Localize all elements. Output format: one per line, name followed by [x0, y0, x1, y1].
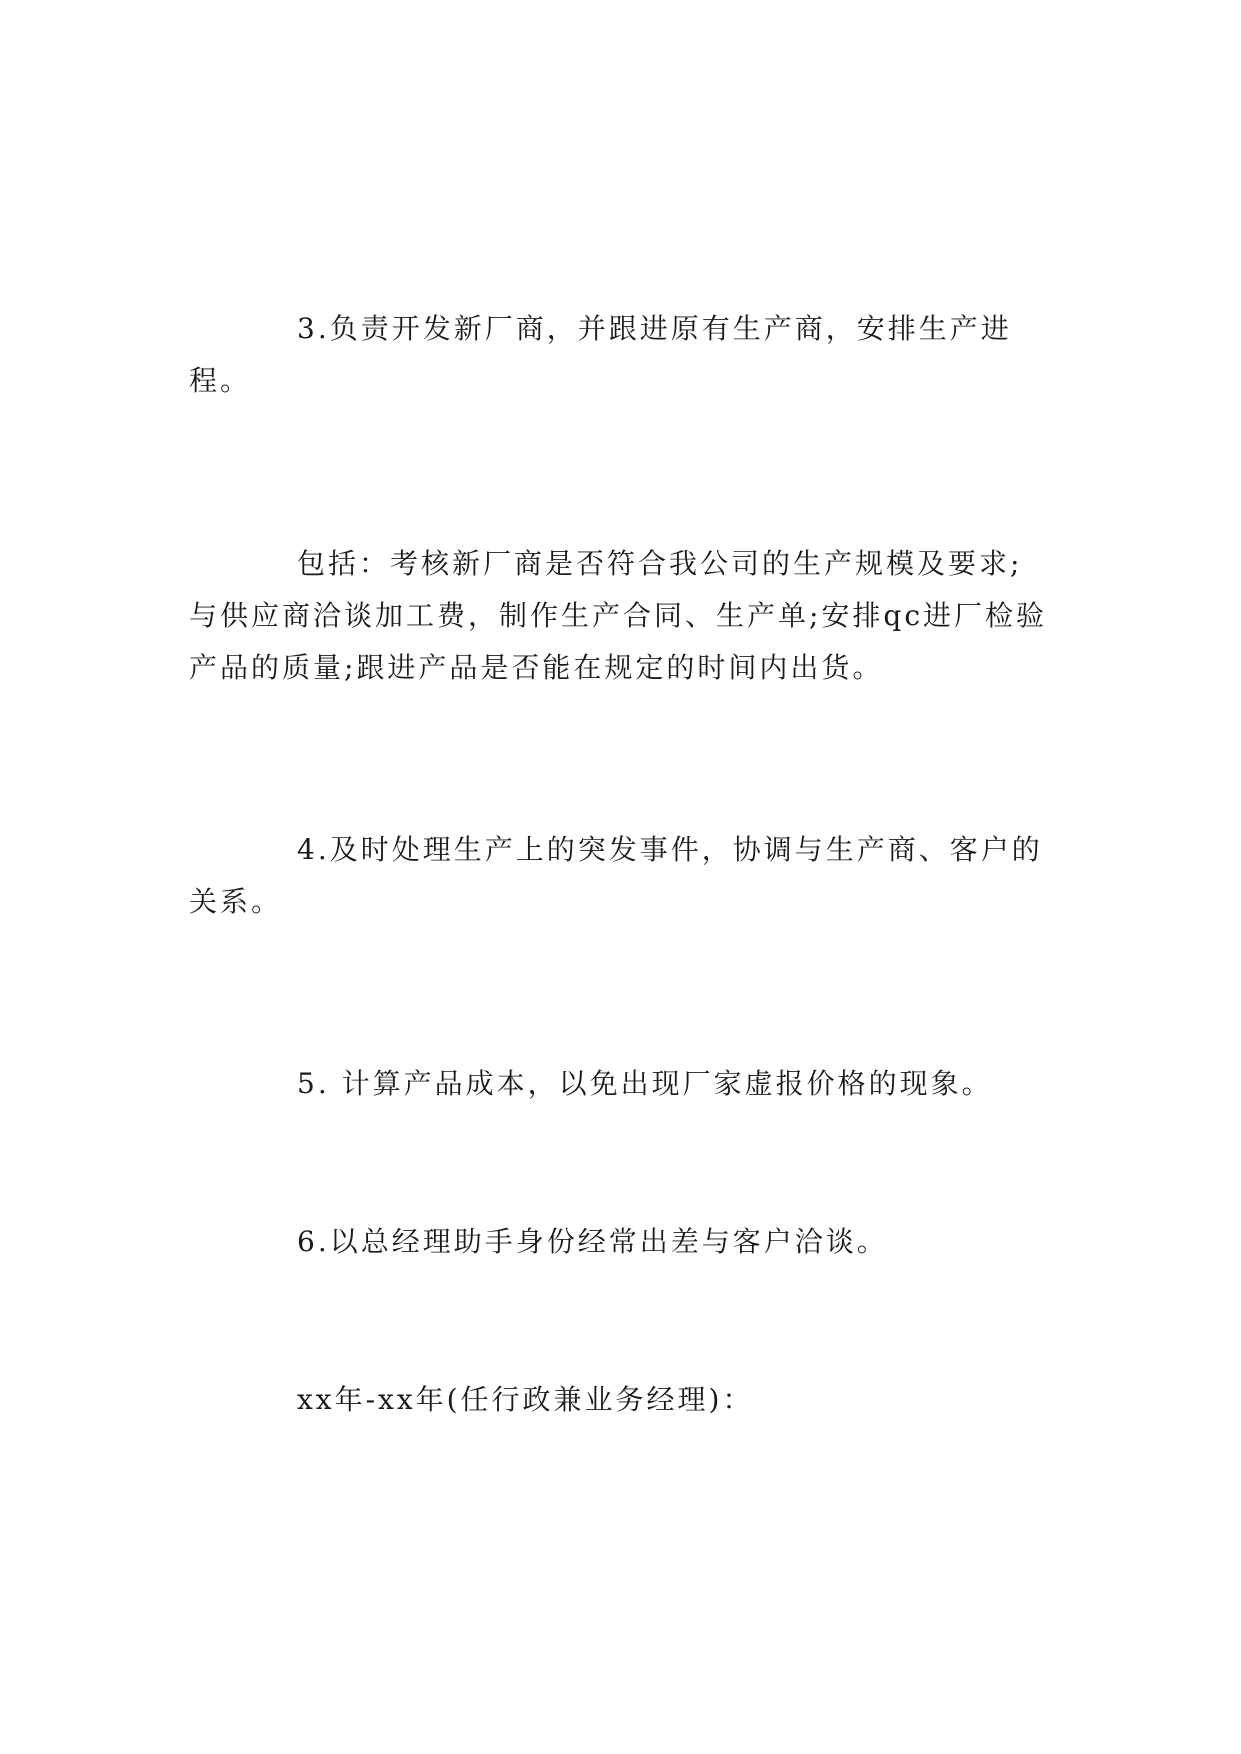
- duty-item-6: 6.以总经理助手身份经常出差与客户洽谈。: [297, 1225, 888, 1258]
- duty-item-4: 4.及时处理生产上的突发事件，协调与生产商、客户的关系。: [189, 833, 1043, 918]
- duty-item-3: 3.负责开发新厂商，并跟进原有生产商，安排生产进程。: [189, 312, 1012, 397]
- employment-period-heading: xx年-xx年(任行政兼业务经理)：: [297, 1383, 754, 1416]
- duty-item-5: 5. 计算产品成本，以免出现厂家虚报价格的现象。: [297, 1067, 993, 1100]
- duty-item-3-details: 包括：考核新厂商是否符合我公司的生产规模及要求;与供应商洽谈加工费，制作生产合同、生产单;安排qc进厂检验产品的质量;跟进产品是否能在规定的时间内出货。: [189, 547, 1048, 684]
